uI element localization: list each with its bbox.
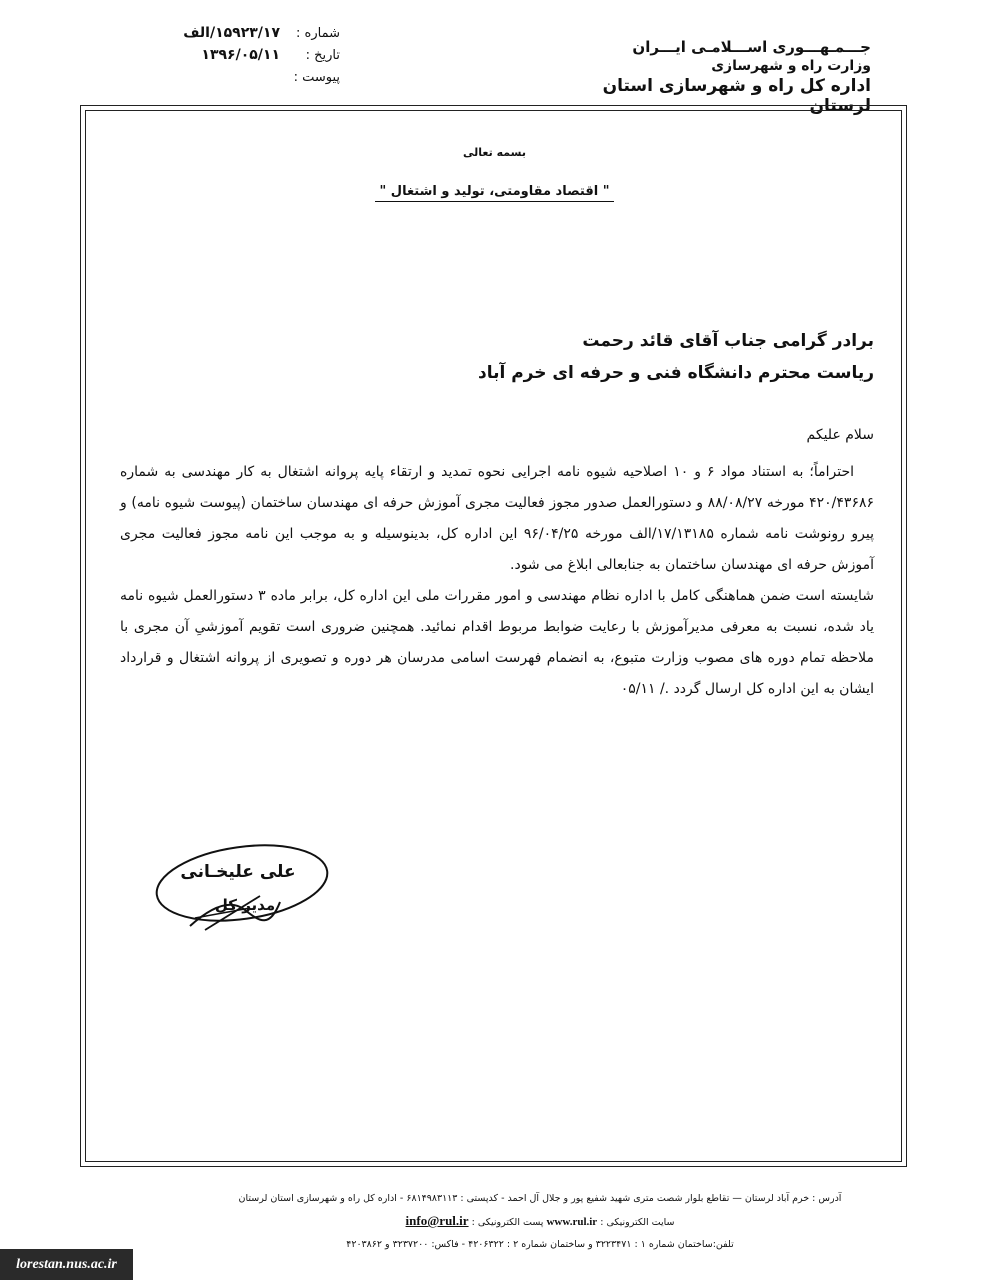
footer-website-label: سایت الکترونیکی :	[600, 1217, 675, 1228]
meta-attachment-label: پیوست :	[293, 69, 340, 85]
footer-website[interactable]: www.rul.ir	[546, 1216, 598, 1228]
letterhead-ministry: وزارت راه و شهرسازی	[711, 58, 871, 74]
footer-contacts	[140, 1210, 940, 1234]
paragraph-1: احتراماً؛ به استناد مواد ۶ و ۱۰ اصلاحیه شیوه نامه اجرایی نحوه تمدید و ارتقاء پایه پروانه اشتغال به کار مهندسی به شماره ۴۲۰/۴۳۶۸۶ مورخه ۸۸/۰۸/۲۷ و دستورالعمل صدور مجوز فعالیت مجری آموزش حرفه ای مهندسان ساختمان (پیوست شیوه نامه) و پیرو رونوشت نامه شماره ۱۷/۱۳۱۸۵/الف مورخه ۹۶/۰۴/۲۵ این اداره کل، بدینوسیله و به موجب این نامه مجوز فعالیت مجری آموزش حرفه ای مهندسان ساختمان به جنابعالی ابلاغ می شود.	[120, 464, 875, 573]
footer-phones: تلفن:ساختمان شماره ۱ : ۳۲۲۳۴۷۱ و ساختمان شماره ۲ : ۴۲۰۶۳۲۲ - فاکس: ۳۲۳۷۲۰۰ و ۴۲۰۳۸۶۲	[346, 1239, 734, 1250]
meta-number-row	[150, 22, 340, 44]
letterhead-country: جـــمـهـــوری اســـلامـی ایـــران	[632, 38, 871, 56]
signature-scribble	[150, 838, 330, 938]
footer-email-label: پست الکترونیکی :	[471, 1217, 544, 1228]
footer-address: آدرس : خرم آباد لرستان — تقاطع بلوار شصت متری شهید شفیع پور و جلال آل احمد - کدپستی : ۶۸۱۴۹۸۳۱۱۳ - اداره کل راه و شهرسازی استان لرستان	[238, 1193, 842, 1204]
letter-meta	[150, 22, 340, 88]
meta-number-value: ۱۵۹۲۳/۱۷/الف	[183, 25, 280, 41]
recipient	[174, 325, 874, 389]
bismillah: بسمه تعالی	[463, 146, 526, 159]
signatory-title: مدیر کل	[214, 896, 276, 914]
recipient-name: برادر گرامی جناب آقای قائد رحمت	[582, 331, 874, 351]
footer-email[interactable]: info@rul.ir	[405, 1213, 469, 1228]
letter-body	[120, 420, 874, 705]
meta-date-label: تاریخ :	[305, 47, 340, 63]
paragraph-2: شایسته است ضمن هماهنگی کامل با اداره نظام مهندسی و امور مقررات ملی این اداره کل، برابر ماده ۳ دستورالعمل شیوه نامه یاد شده، نسبت به معرفی مدیرآموزش با رعایت ضوابط مربوط اقدام نمائید. همچنین ضروری است تقویم آموزشیِ آن مجری با ملاحظه تمام دوره های مصوب وزارت متبوع، به انضمام فهرست اسامی مدرسان هر دوره و تصویری از پروانه اشتغال و قرارداد ایشان به این اداره کل ارسال گردد ./ ۰۵/۱۱	[120, 588, 875, 697]
slogan-text: " اقتصاد مقاومتی، تولید و اشتغال "	[375, 184, 613, 202]
meta-number-label: شماره :	[296, 25, 340, 41]
watermark: lorestan.nus.ac.ir	[0, 1249, 133, 1280]
recipient-position: ریاست محترم دانشگاه فنی و حرفه ای خرم آباد	[477, 363, 874, 383]
greeting: سلام علیکم	[806, 427, 874, 443]
slogan	[0, 184, 989, 202]
meta-attachment-row	[150, 66, 340, 88]
letterhead-office: اداره کل راه و شهرسازی استان لرستان	[602, 76, 871, 116]
meta-date-row	[150, 44, 340, 66]
signatory-name: علی علیخـانی	[180, 862, 296, 882]
footer	[140, 1188, 940, 1256]
meta-date-value: ۱۳۹۶/۰۵/۱۱	[201, 47, 280, 63]
